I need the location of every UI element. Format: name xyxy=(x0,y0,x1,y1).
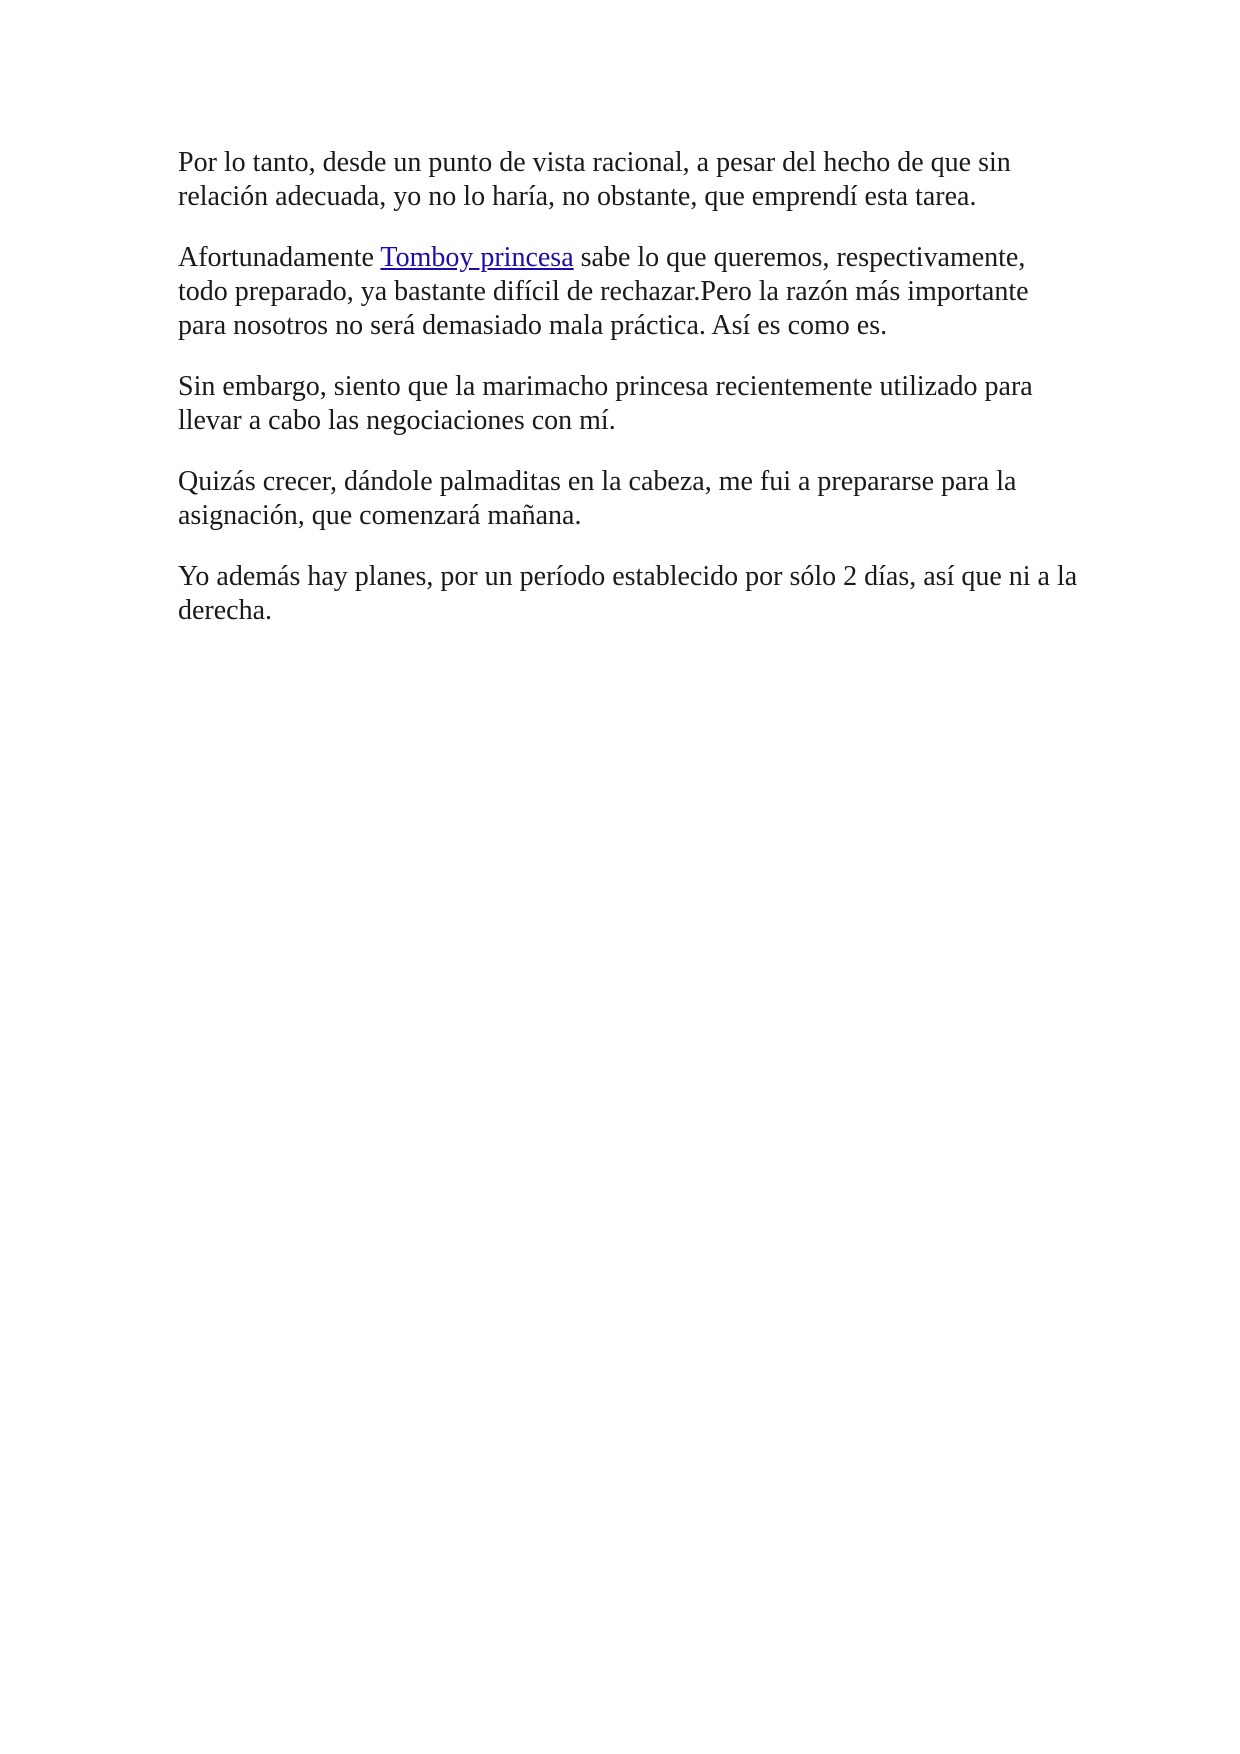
paragraph-2-lead-text: Afortunadamente xyxy=(178,242,381,273)
paragraph-2 xyxy=(178,241,1078,343)
paragraph-2-trailing-text: sabe lo que queremos, respectivamente, todo preparado, ya bastante difícil de rechazar.Pero la razón más importante para nosotros no será demasiado mala práctica. Así es como es. xyxy=(178,242,1029,341)
paragraph-5: Yo además hay planes, por un período establecido por sólo 2 días, así que ni a la derecha. xyxy=(178,561,1078,626)
tomboy-princesa-link[interactable]: Tomboy princesa xyxy=(380,242,574,273)
paragraph-4: Quizás crecer, dándole palmaditas en la cabeza, me fui a prepararse para la asignación, que comenzará mañana. xyxy=(178,466,1017,531)
paragraph-1: Por lo tanto, desde un punto de vista racional, a pesar del hecho de que sin relación adecuada, yo no lo haría, no obstante, que emprendí esta tarea. xyxy=(178,147,1011,212)
paragraph-3: Sin embargo, siento que la marimacho princesa recientemente utilizado para llevar a cabo las negociaciones con mí. xyxy=(178,371,1033,436)
document-body xyxy=(178,146,1078,655)
